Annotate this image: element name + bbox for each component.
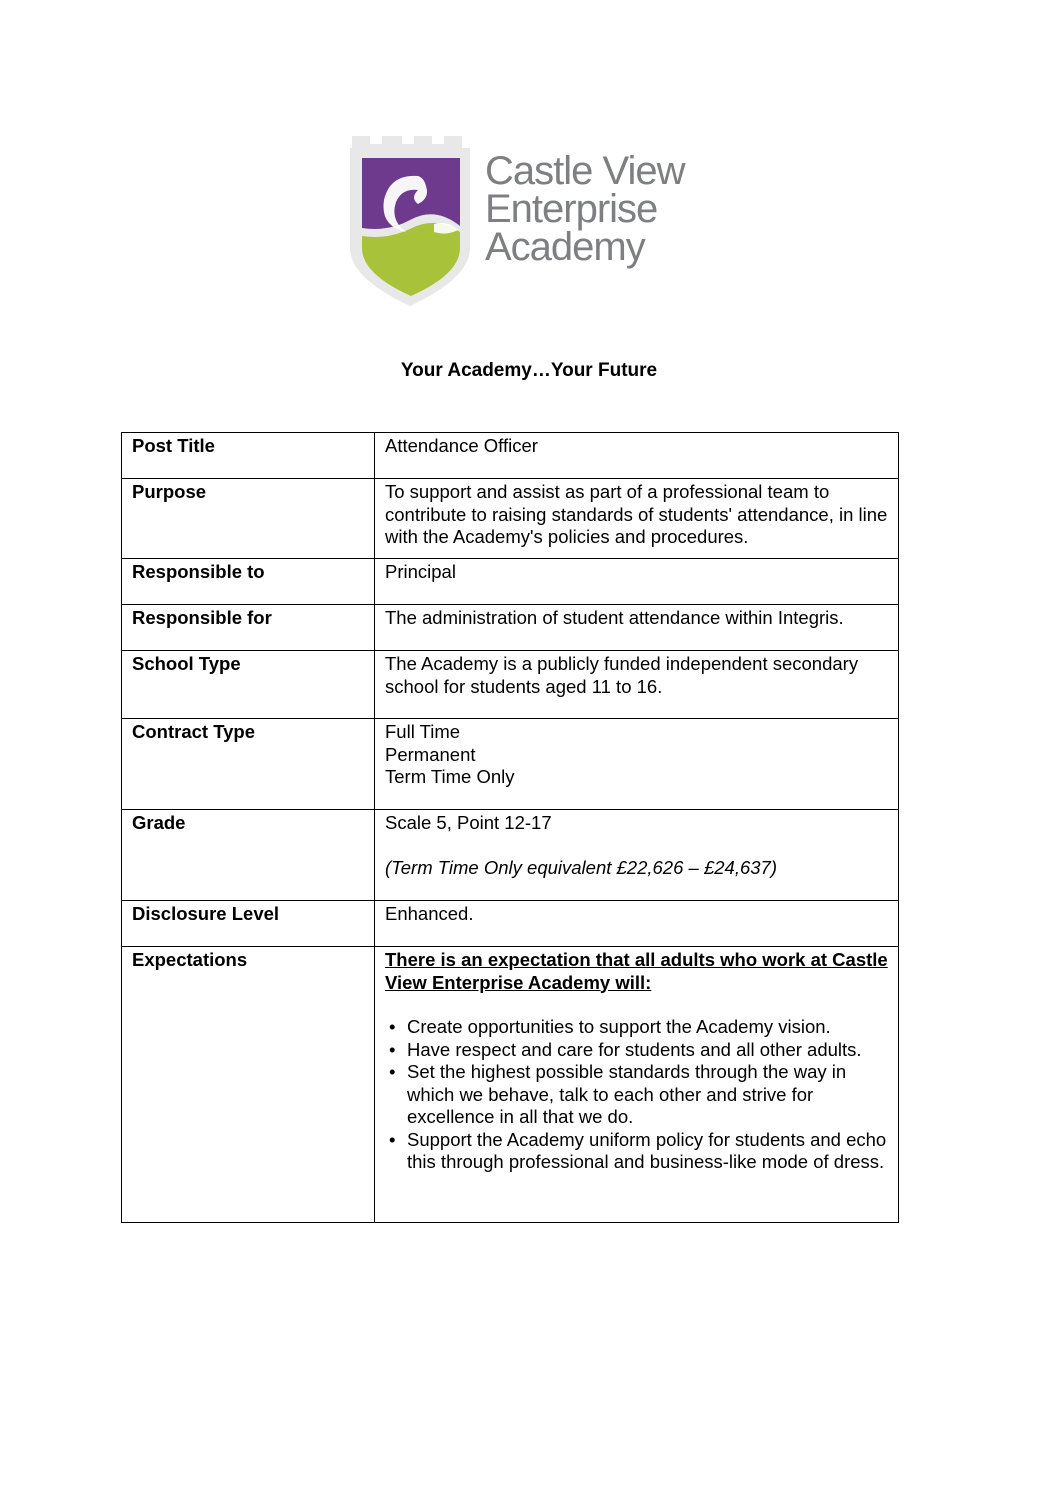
row-label: Responsible for [122,605,375,651]
row-value [375,947,899,1223]
table-row [122,901,899,947]
row-label: Responsible to [122,559,375,605]
grade-value: Scale 5, Point 12-17 [385,812,552,833]
row-value: Principal [375,559,899,605]
row-value: Attendance Officer [375,433,899,479]
tagline: Your Academy…Your Future [400,360,658,381]
contract-line: Full Time [385,721,461,742]
list-item: • Have respect and care for students and all other adults. [389,1038,862,1060]
bullet-icon: • [389,1016,396,1037]
logo-wordmark [485,149,685,269]
list-item: • Create opportunities to support the Academy vision. [389,1016,831,1037]
logo-line-2: Enterprise [485,187,658,231]
table-row [122,947,899,1223]
table-row [122,651,899,719]
academy-logo [340,128,715,308]
bullet-icon: • [389,1061,396,1082]
table-row [122,810,899,901]
row-value: The Academy is a publicly funded independent secondary school for students aged 11 to 16. [375,651,899,719]
contract-line: Permanent [385,743,476,765]
row-value [375,719,899,810]
row-label: Disclosure Level [122,901,375,947]
list-item: • Support the Academy uniform policy for students and echo this through professional and business-like mode of dress. [389,1128,887,1172]
expectations-list [385,1016,888,1174]
list-item: • Set the highest possible standards through the way in which we behave, talk to each other and strive for excellence in all that we do. [389,1061,847,1127]
bullet-icon: • [389,1038,396,1060]
row-label: Expectations [122,947,375,1223]
row-label: Contract Type [122,719,375,810]
table-row [122,719,899,810]
row-value: The administration of student attendance within Integris. [375,605,899,651]
table-row [122,433,899,479]
row-value [375,810,899,901]
grade-salary-note: (Term Time Only equivalent £22,626 – £24,637) [385,856,777,878]
job-description-table [121,432,899,1223]
bullet-icon: • [389,1128,396,1150]
table-row [122,479,899,559]
row-label: Purpose [122,479,375,559]
logo-line-3: Academy [485,225,645,269]
row-label: Post Title [122,433,375,479]
row-label: Grade [122,810,375,901]
table-row [122,559,899,605]
expectations-heading: There is an expectation that all adults who work at Castle View Enterprise Academy will: [385,949,888,993]
contract-line: Term Time Only [385,766,515,787]
row-value: To support and assist as part of a professional team to contribute to raising standards of students' attendance, in line with the Academy's policies and procedures. [375,479,899,559]
row-label: School Type [122,651,375,719]
row-value: Enhanced. [375,901,899,947]
logo-line-1: Castle View [485,149,685,193]
table-row [122,605,899,651]
